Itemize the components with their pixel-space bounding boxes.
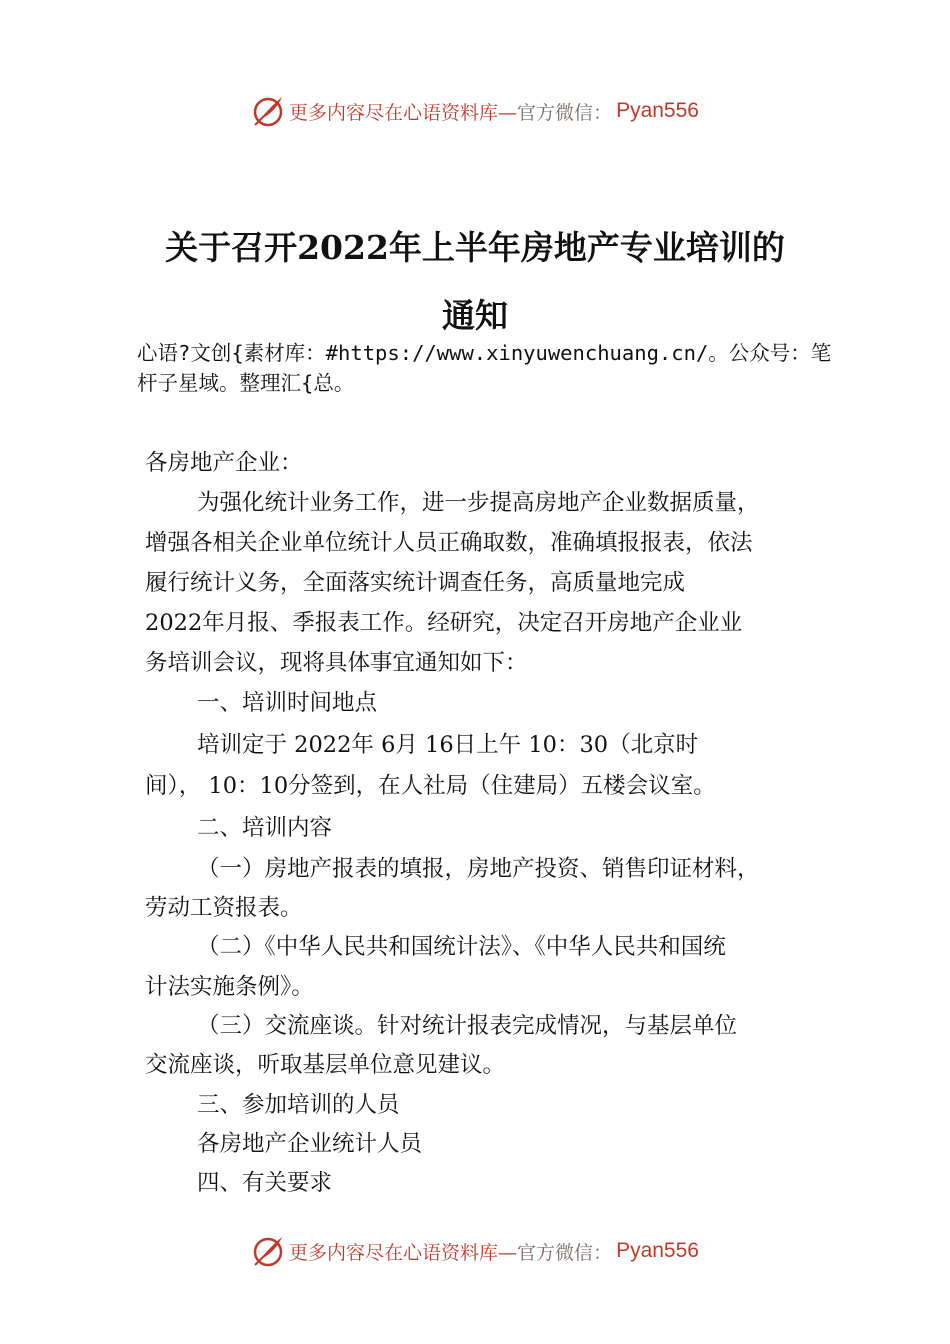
paragraph-3-line-1: （一）房地产报表的填报，房地产投资、销售印证材料， [197,856,760,882]
paragraph-1-line-5: 务培训会议，现将具体事宜通知如下： [145,650,528,676]
footer-watermark [0,1234,950,1268]
paragraph-2-line-2: 间）， 10：10分签到，在人社局（住建局）五楼会议室。 [145,773,716,799]
paragraph-1-line-4: 2022年月报、季报表工作。经研究，决定召开房地产企业业 [145,610,743,636]
watermark-wechat-label: 官方微信： [517,1241,613,1264]
paragraph-1-line-1: 为强化统计业务工作，进一步提高房地产企业数据质量， [197,490,760,516]
document-title-line1: 关于召开2022年上半年房地产专业培训的 [165,228,785,267]
quill-logo-icon [251,94,285,128]
source-note: 心语?文创{素材库：#https://www.xinyuwenchuang.cn/。公众号：笔杆子星域。整理汇{总。 [137,341,832,395]
paragraph-2-line-1: 培训定于 2022年 6月 16日上午 10：30（北京时 [197,732,699,758]
watermark-wechat-label: 官方微信： [517,101,613,124]
paragraph-3-line-2: 劳动工资报表。 [145,895,303,921]
watermark-wechat-id: Pyan556 [616,99,699,122]
paragraph-5-line-2: 交流座谈，听取基层单位意见建议。 [145,1052,506,1078]
watermark-text: 更多内容尽在心语资料库— [289,1241,518,1264]
paragraph-4-line-1: （二）《中华人民共和国统计法》、《中华人民共和国统 [197,934,726,960]
watermark-wechat-id: Pyan556 [616,1239,699,1262]
section-heading-1: 一、培训时间地点 [197,690,378,716]
section-heading-2: 二、培训内容 [197,815,333,841]
paragraph-6: 各房地产企业统计人员 [197,1131,423,1157]
header-watermark [0,94,950,128]
paragraph-4-line-2: 计法实施条例》。 [145,974,314,1000]
paragraph-5-line-1: （三）交流座谈。针对统计报表完成情况，与基层单位 [197,1013,738,1039]
paragraph-1-line-3: 履行统计义务，全面落实统计调查任务，高质量地完成 [145,570,686,596]
section-heading-3: 三、参加培训的人员 [197,1092,400,1118]
paragraph-1-line-2: 增强各相关企业单位统计人员正确取数，准确填报报表，依法 [145,530,753,556]
watermark-text: 更多内容尽在心语资料库— [289,101,518,124]
section-heading-4: 四、有关要求 [197,1170,333,1196]
quill-logo-icon [251,1234,285,1268]
document-title-line2: 通知 [442,296,508,335]
salutation: 各房地产企业： [145,450,303,476]
